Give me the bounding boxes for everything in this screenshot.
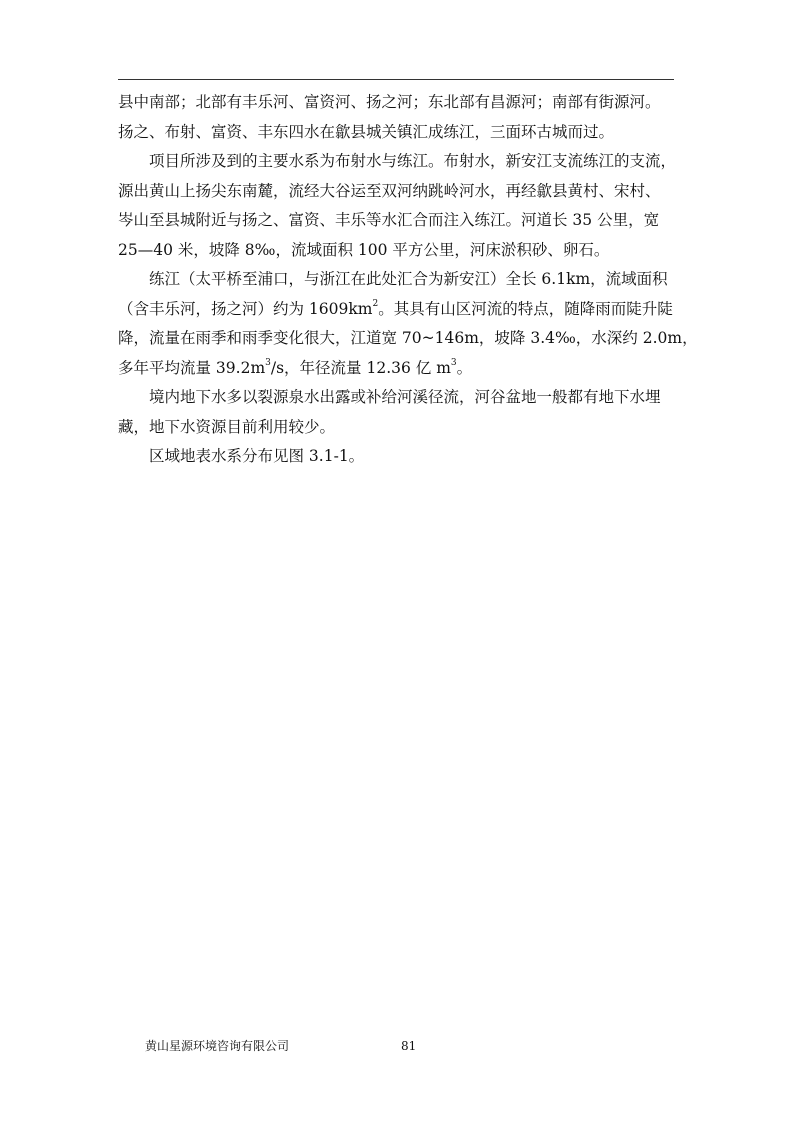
text-segment: 。其具有山区河流的特点，随降雨而陡升陡 xyxy=(378,299,673,318)
text-line xyxy=(118,295,678,325)
text-line: 扬之、布射、富资、丰东四水在歙县城关镇汇成练江，三面环古城而过。 xyxy=(118,122,615,141)
document-body xyxy=(118,88,698,472)
text-segment: （含丰乐河，扬之河）约为 1609km xyxy=(118,299,373,318)
text-segment: 多年平均流量 39.2m xyxy=(118,358,266,377)
paragraph-river-overview xyxy=(118,88,678,147)
text-line: 县中南部；北部有丰乐河、富资河、扬之河；东北部有昌源河；南部有街源河。 xyxy=(118,93,661,111)
text-line: 降，流量在雨季和雨季变化很大，江道宽 70~146m，坡降 3.4‰，水深约 2.0m， xyxy=(118,329,698,347)
text-line: 项目所涉及到的主要水系为布射水与练江。布射水，新安江支流练江的支流， xyxy=(149,152,677,170)
superscript: 3 xyxy=(450,358,457,369)
paragraph-figure-reference xyxy=(118,442,678,472)
text-line xyxy=(118,354,678,384)
footer-company-name: 黄山星源环境咨询有限公司 xyxy=(145,1039,290,1053)
text-line: 境内地下水多以裂源泉水出露或补给河溪径流，河谷盆地一般都有地下水埋 xyxy=(149,388,661,406)
superscript: 2 xyxy=(372,299,379,310)
text-line: 练江（太平桥至浦口，与浙江在此处汇合为新安江）全长 6.1km，流域面积 xyxy=(149,270,668,288)
text-line: 区域地表水系分布见图 3.1-1。 xyxy=(149,447,365,465)
paragraph-groundwater xyxy=(118,383,678,442)
text-line: 25—40 米，坡降 8‰，流域面积 100 平方公里，河床淤积砂、卵石。 xyxy=(118,240,610,259)
superscript: 3 xyxy=(265,358,271,369)
footer-page-number: 81 xyxy=(401,1039,417,1053)
text-line: 藏，地下水资源目前利用较少。 xyxy=(118,417,336,436)
text-line: 源出黄山上扬尖东南麓，流经大谷运至双河纳跳岭河水，再经歙县黄村、宋村、 xyxy=(118,181,661,200)
header-rule xyxy=(118,79,674,80)
paragraph-lianjiang-river xyxy=(118,265,698,383)
paragraph-bushe-river xyxy=(118,147,678,265)
text-line: 岑山至县城附近与扬之、富资、丰乐等水汇合而注入练江。河道长 35 公里，宽 xyxy=(118,211,660,229)
text-segment: /s，年径流量 12.36 亿 m xyxy=(270,358,451,377)
text-segment: 。 xyxy=(456,358,473,377)
